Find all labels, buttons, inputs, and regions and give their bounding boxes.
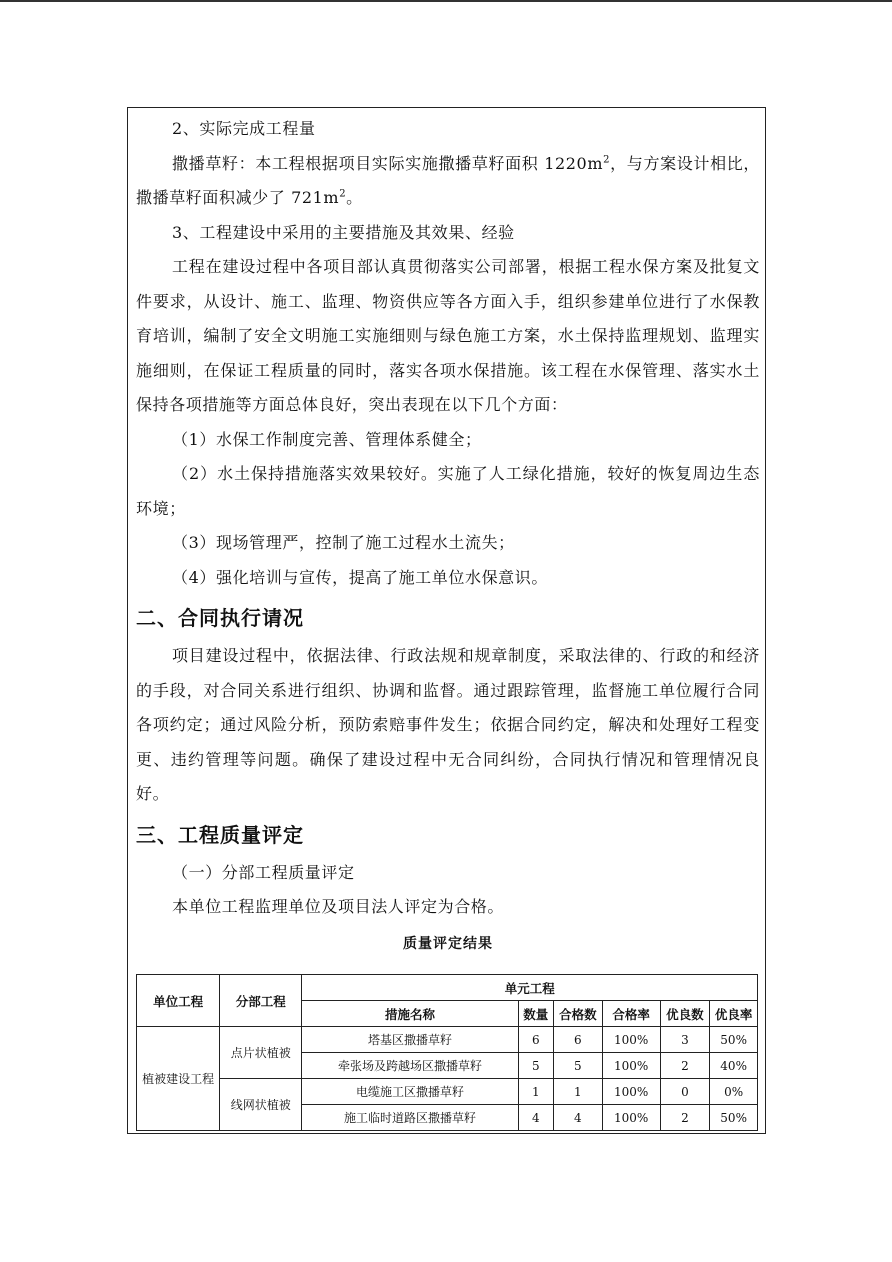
cell-count: 6 <box>518 1027 554 1053</box>
grass-text-b: ，与方案设计相比，撒播草籽面积减少了 721m <box>136 153 760 207</box>
grass-text-a: 撒播草籽：本工程根据项目实际实施撒播草籽面积 1220m <box>172 153 604 173</box>
cell-division: 线网状植被 <box>220 1079 302 1131</box>
cell-count: 1 <box>518 1079 554 1105</box>
cell-measure-name: 塔基区撒播草籽 <box>302 1027 518 1053</box>
measure-item-1: （1）水保工作制度完善、管理体系健全； <box>172 429 482 449</box>
cell-count: 5 <box>518 1053 554 1079</box>
cell-division: 点片状植被 <box>220 1027 302 1079</box>
cell-measure-name: 电缆施工区撒播草籽 <box>302 1079 518 1105</box>
quality-subheading: （一）分部工程质量评定 <box>172 862 355 882</box>
grass-seeding-paragraph <box>136 147 760 216</box>
cell-excellent: 3 <box>660 1027 710 1053</box>
th-count: 数量 <box>518 1001 554 1027</box>
cell-qualified: 5 <box>554 1053 603 1079</box>
table-row <box>137 1027 758 1053</box>
th-unit-project: 单位工程 <box>137 975 220 1027</box>
sup-squared-1: 2 <box>603 154 611 166</box>
contract-heading: 二、合同执行请况 <box>136 606 304 630</box>
measures-paragraph: 工程在建设过程中各项目部认真贯彻落实公司部署，根据工程水保方案及批复文件要求，从设计、施工、监理、物资供应等各方面入手，组织参建单位进行了水保教育培训，编制了安全文明施工实施细则与绿色施工方案，水土保持监理规划、监理实施细则，在保证工程质量的同时，落实各项水保措施。该工程在水保管理、落实水土保持各项措施等方面总体良好，突出表现在以下几个方面： <box>136 257 760 414</box>
th-qualified-rate: 合格率 <box>602 1001 660 1027</box>
cell-qualified-rate: 100% <box>602 1079 660 1105</box>
th-excellent-count: 优良数 <box>660 1001 710 1027</box>
table-row <box>137 1079 758 1105</box>
cell-measure-name: 施工临时道路区撒播草籽 <box>302 1105 518 1131</box>
cell-excellent-rate: 50% <box>710 1027 758 1053</box>
table-header-row-1 <box>137 975 758 1001</box>
cell-unit-name: 植被建设工程 <box>137 1027 220 1131</box>
cell-qualified-rate: 100% <box>602 1105 660 1131</box>
cell-excellent: 2 <box>660 1053 710 1079</box>
cell-excellent-rate: 50% <box>710 1105 758 1131</box>
grass-text-c: 。 <box>346 188 363 207</box>
top-border-line <box>0 0 892 2</box>
section-3-heading: 3、工程建设中采用的主要措施及其效果、经验 <box>172 222 515 242</box>
th-measure-name: 措施名称 <box>302 1001 518 1027</box>
section-2-heading: 2、实际完成工程量 <box>172 119 316 138</box>
th-division-project: 分部工程 <box>220 975 302 1027</box>
measure-item-2: （2）水土保持措施落实效果较好。实施了人工绿化措施，较好的恢复周边生态环境； <box>136 464 760 518</box>
cell-count: 4 <box>518 1105 554 1131</box>
cell-excellent-rate: 40% <box>710 1053 758 1079</box>
cell-measure-name: 牵张场及跨越场区撒播草籽 <box>302 1053 518 1079</box>
cell-qualified: 6 <box>554 1027 603 1053</box>
quality-assessment-table <box>136 974 758 1131</box>
th-excellent-rate: 优良率 <box>710 1001 758 1027</box>
contract-paragraph: 项目建设过程中，依据法律、行政法规和规章制度，采取法律的、行政的和经济的手段，对合同关系进行组织、协调和监督。通过跟踪管理，监督施工单位履行合同各项约定；通过风险分析，预防索赔事件发生；依据合同约定，解决和处理好工程变更、违约管理等问题。确保了建设过程中无合同纠纷，合同执行情况和管理情况良好。 <box>136 646 760 803</box>
cell-excellent-rate: 0% <box>710 1079 758 1105</box>
quality-heading: 三、工程质量评定 <box>136 822 304 847</box>
cell-qualified-rate: 100% <box>602 1053 660 1079</box>
document-body <box>136 112 760 959</box>
measure-item-3: （3）现场管理严，控制了施工过程水土流失； <box>172 533 515 552</box>
quality-paragraph: 本单位工程监理单位及项目法人评定为合格。 <box>172 897 505 916</box>
cell-qualified: 1 <box>554 1079 603 1105</box>
measure-item-4: （4）强化培训与宣传，提高了施工单位水保意识。 <box>172 567 548 587</box>
cell-excellent: 0 <box>660 1079 710 1105</box>
sup-squared-2: 2 <box>339 188 347 200</box>
th-element-project: 单元工程 <box>302 975 758 1001</box>
cell-qualified-rate: 100% <box>602 1027 660 1053</box>
cell-excellent: 2 <box>660 1105 710 1131</box>
table-caption: 质量评定结果 <box>403 935 493 952</box>
th-qualified-count: 合格数 <box>554 1001 603 1027</box>
cell-qualified: 4 <box>554 1105 603 1131</box>
